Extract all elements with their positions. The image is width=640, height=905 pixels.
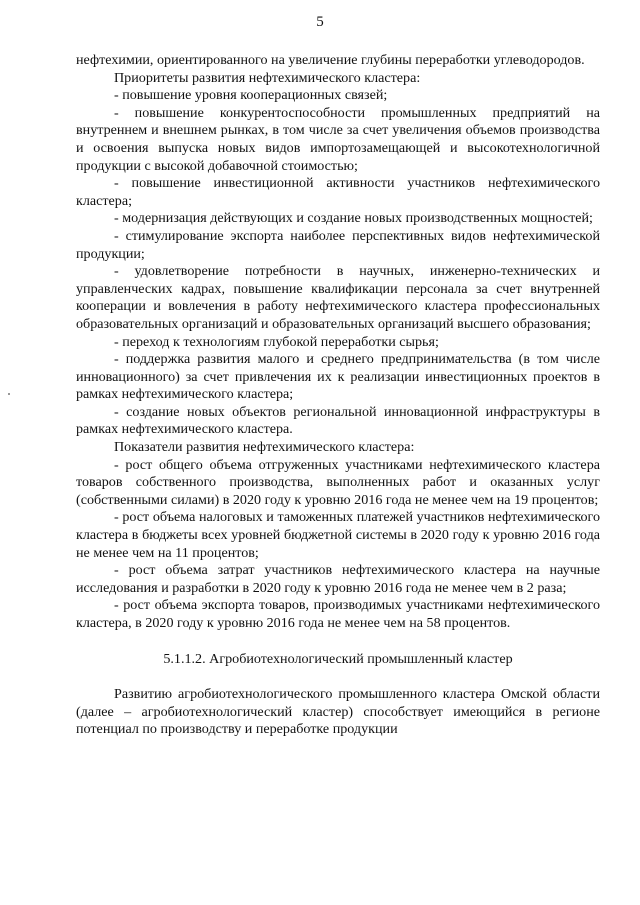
indicator-item: - рост объема экспорта товаров, производимых участниками нефтехимического кластера, в 2020 году к уровню 2016 года не менее чем на 58 процентов. bbox=[76, 597, 600, 631]
page-number: 5 bbox=[316, 14, 324, 30]
priority-item: - переход к технологиям глубокой переработки сырья; bbox=[114, 333, 439, 350]
priorities-heading: Приоритеты развития нефтехимического кластера: bbox=[114, 69, 421, 86]
priority-item: - повышение инвестиционной активности участников нефтехимического кластера; bbox=[76, 175, 600, 209]
indicator-item: - рост объема налоговых и таможенных платежей участников нефтехимического кластера в бюджеты всех уровней бюджетной системы в 2020 году к уровню 2016 года не менее чем на 11 процентов; bbox=[76, 509, 600, 561]
indicator-item: - рост общего объема отгруженных участниками нефтехимического кластера товаров собственного производства, выполненных работ и оказанных услуг (собственными силами) в 2020 году к уровню 2016 года не менее чем на 19 процентов; bbox=[76, 456, 600, 508]
priority-item: - повышение конкурентоспособности промышленных предприятий на внутреннем и внешнем рынках, в том числе за счет увеличения объемов производства и освоения выпуска новых видов импортозамещающей и высокотехнологичной продукции с высокой добавочной стоимостью; bbox=[76, 104, 600, 174]
document-body bbox=[76, 52, 600, 739]
section-heading: 5.1.1.2. Агробиотехнологический промышленный кластер bbox=[163, 650, 513, 667]
priority-item: - удовлетворение потребности в научных, инженерно-технических и управленческих кадрах, повышение квалификации персонала за счет внутренней кооперации и вовлечения в работу нефтехимического кластера профессиональных образовательных организаций и образовательных организаций высшего образования; bbox=[76, 263, 600, 332]
priority-item: - поддержка развития малого и среднего предпринимательства (в том числе инновационного) за счет привлечения их к реализации инвестиционных проектов в рамках нефтехимического кластера; bbox=[76, 351, 600, 403]
priority-item: - создание новых объектов региональной инновационной инфраструктуры в рамках нефтехимического кластера. bbox=[76, 403, 600, 438]
priority-item: - модернизация действующих и создание новых производственных мощностей; bbox=[114, 210, 593, 227]
indicators-heading: Показатели развития нефтехимического кластера: bbox=[114, 439, 415, 456]
priority-item: - повышение уровня кооперационных связей; bbox=[114, 87, 388, 104]
indicator-item: - рост объема затрат участников нефтехимического кластера на научные исследования и разработки в 2020 году к уровню 2016 года не менее чем в 2 раза; bbox=[76, 562, 600, 596]
paragraph: Развитию агробиотехнологического промышленного кластера Омской области (далее – агробиотехнологический кластер) способствует имеющийся в регионе потенциал по производству и переработке продукции bbox=[76, 686, 600, 738]
paragraph-continuation: нефтехимии, ориентированного на увеличение глубины переработки углеводородов. bbox=[76, 52, 585, 68]
priority-item: - стимулирование экспорта наиболее перспективных видов нефтехимической продукции; bbox=[76, 227, 600, 262]
scan-speck bbox=[8, 393, 10, 395]
